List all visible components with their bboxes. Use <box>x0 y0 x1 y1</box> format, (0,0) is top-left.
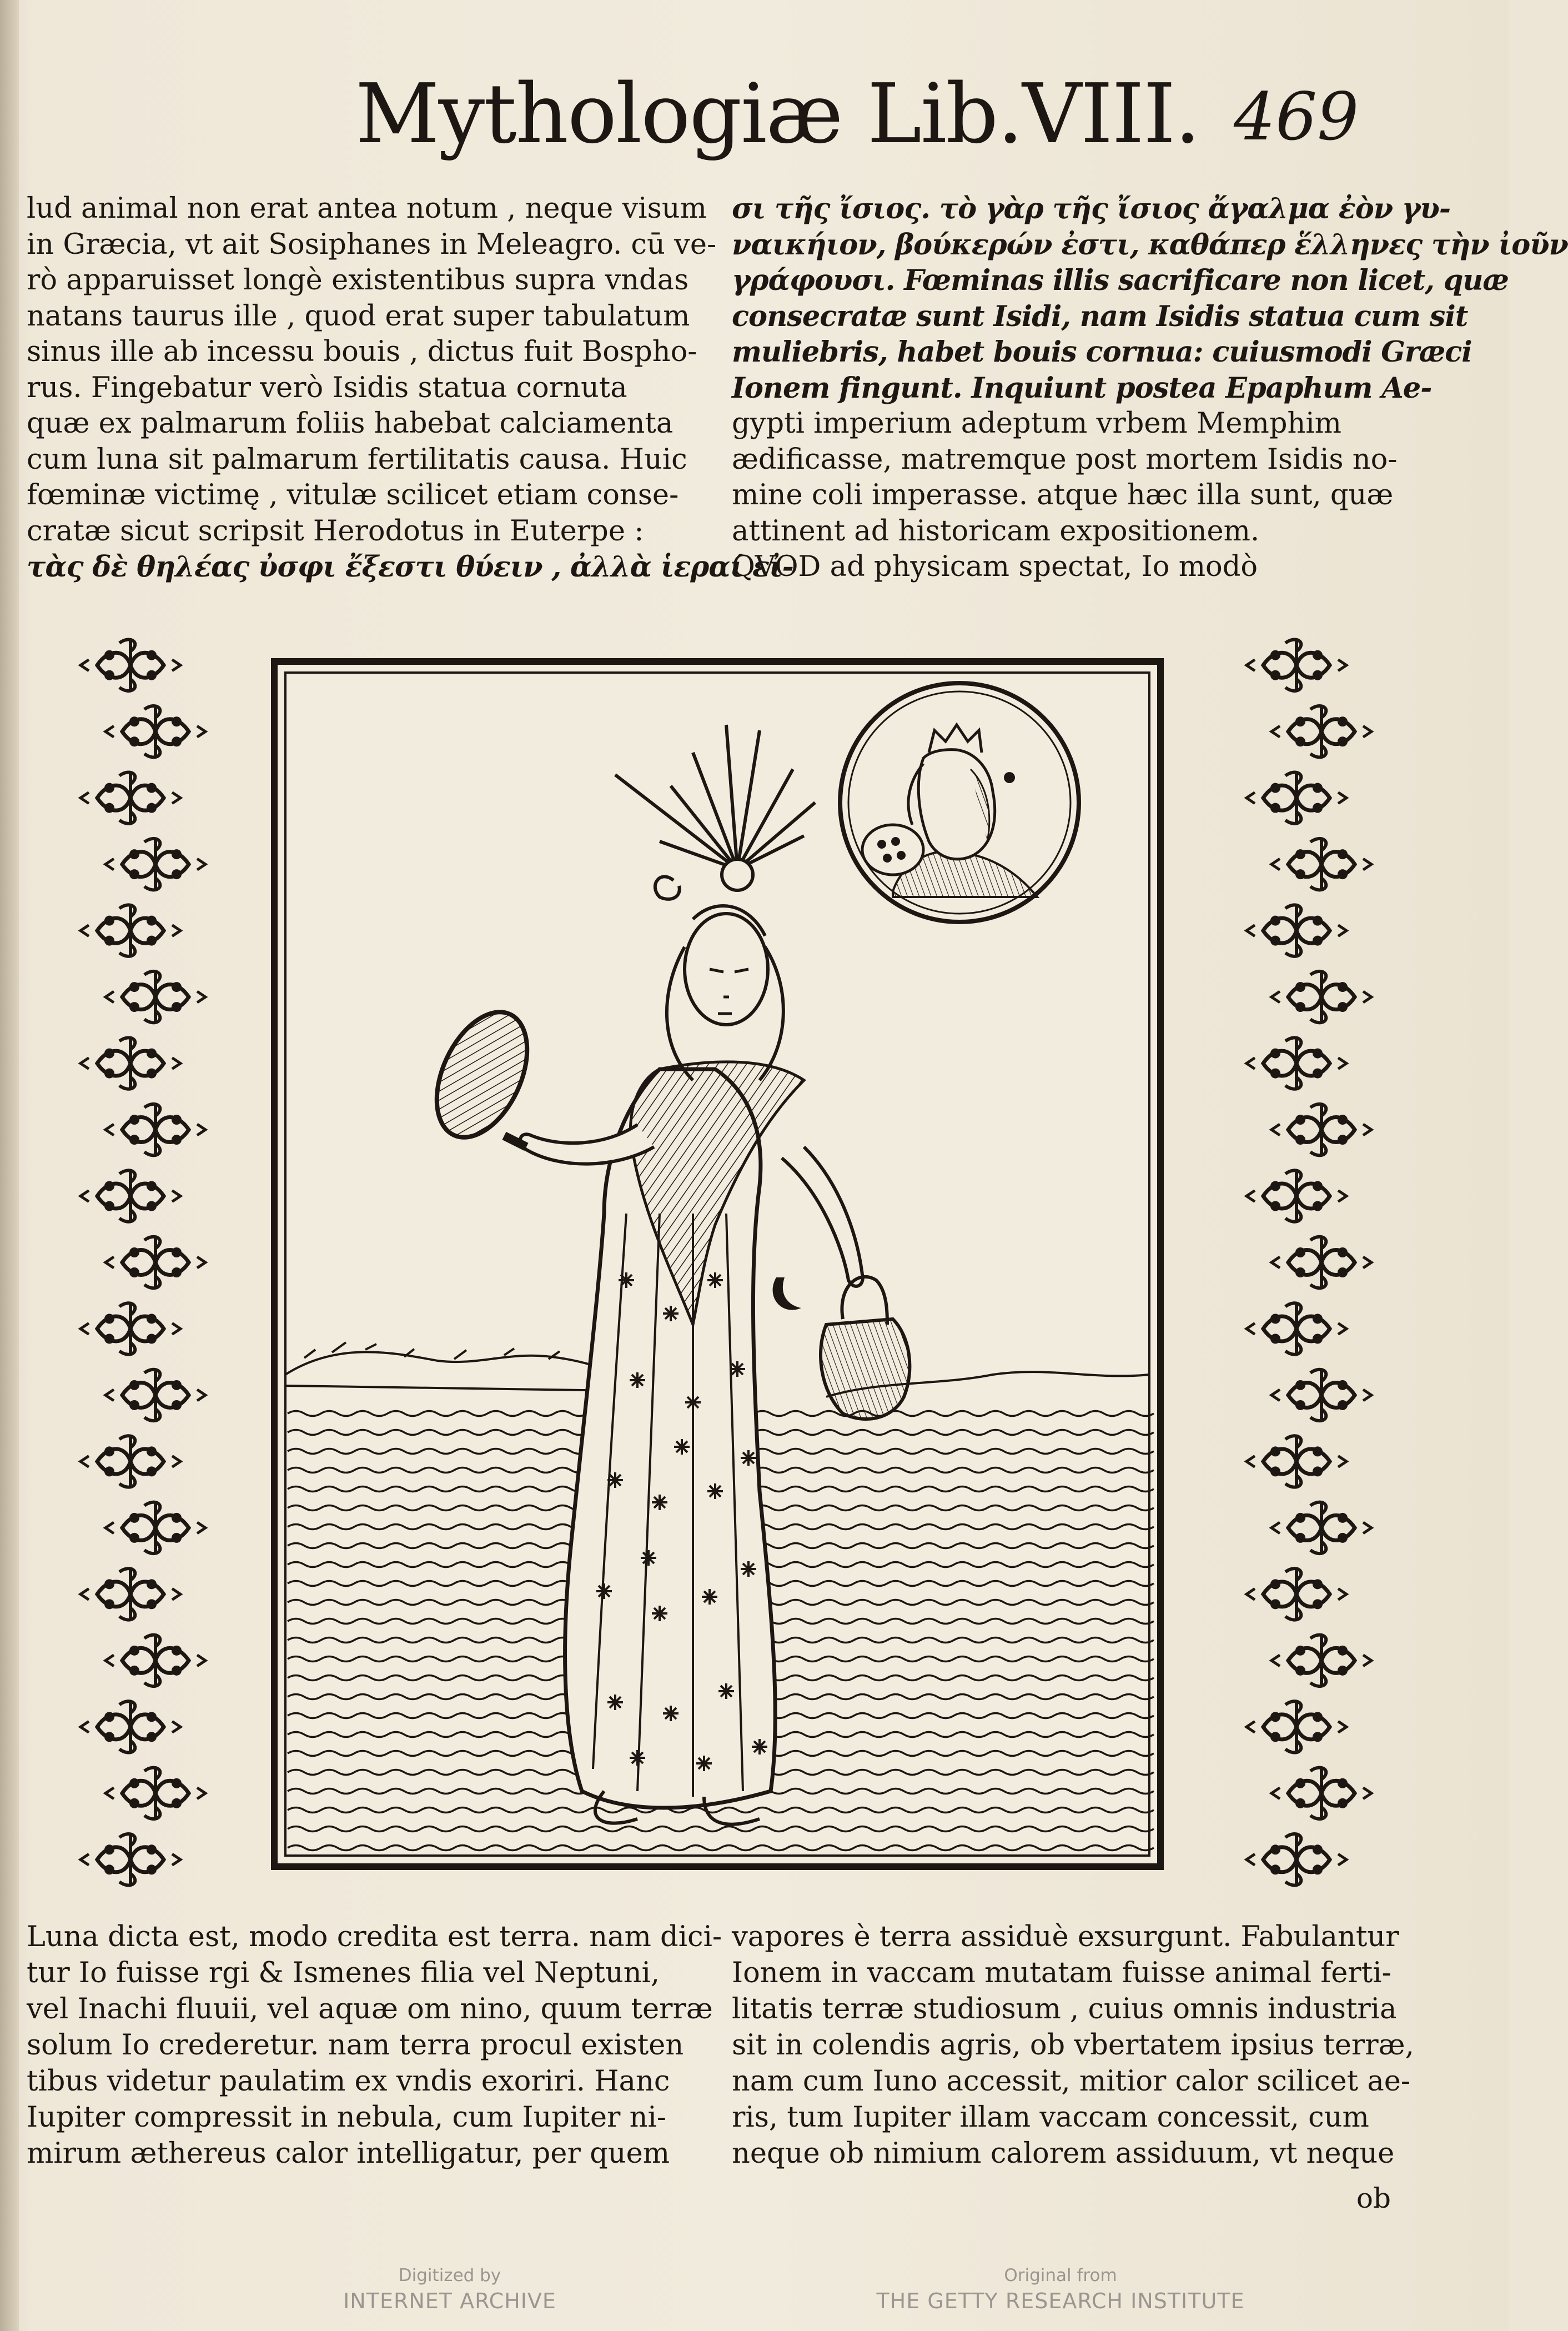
robe-star <box>641 1550 656 1566</box>
text-line: natans taurus ille , quod erat super tabulatum <box>27 299 690 333</box>
text-line: consecratæ sunt Isidi, nam Isidis statua cum sit <box>732 299 1468 333</box>
ornament-strip-left <box>78 632 205 1893</box>
fleuron-ornament <box>1272 1768 1371 1819</box>
text-line: cratæ sicut scripsit Herodotus in Euterpe : <box>27 514 644 548</box>
text-line: in Græcia, vt ait Sosiphanes in Meleagro. cū ve- <box>27 228 717 261</box>
text-column-top-right <box>732 191 1568 585</box>
ornament-strip-right <box>1244 632 1371 1893</box>
footer-right-big: THE GETTY RESEARCH INSTITUTE <box>876 2289 1245 2313</box>
fleuron-ornament <box>1272 706 1371 757</box>
robe-star <box>652 1606 667 1621</box>
text-line: vel Inachi fluuii, vel aquæ om nino, quum terræ <box>27 1993 713 2026</box>
fleuron-ornament <box>81 905 180 956</box>
catchword: ob <box>1356 2182 1391 2214</box>
fleuron-ornament <box>81 772 180 823</box>
text-line: τὰς δὲ θηλέας ὐσφι ἔξεστι θύειν , ἀλλὰ ἱεραί εἰ- <box>27 550 793 584</box>
fleuron-ornament <box>81 640 180 691</box>
footer-right-small: Original from <box>1004 2265 1117 2285</box>
text-line: sinus ille ab incessu bouis , dictus fuit Bospho- <box>27 335 697 368</box>
fleuron-ornament <box>1272 1502 1371 1553</box>
fleuron-ornament <box>105 1104 205 1155</box>
robe-star <box>619 1272 634 1288</box>
text-line: γράφουσι. Fœminas illis sacrificare non licet, quæ <box>732 264 1509 297</box>
fleuron-ornament <box>105 971 205 1022</box>
robe-star <box>702 1589 717 1605</box>
footer-original-from <box>822 2264 1299 2315</box>
running-title: Mythologiæ Lib.VIII. <box>355 66 1200 162</box>
text-line: Iupiter compressit in nebula, cum Iupiter ni- <box>27 2101 667 2134</box>
text-line: rus. Fingebatur verò Isidis statua cornuta <box>27 371 627 404</box>
page-gutter-shadow <box>0 0 19 2331</box>
robe-star <box>630 1372 645 1388</box>
fleuron-ornament <box>81 1568 180 1620</box>
robe-star <box>674 1439 690 1455</box>
text-line: mine coli imperasse. atque hæc illa sunt, quæ <box>732 479 1394 512</box>
fleuron-ornament <box>105 1370 205 1421</box>
fleuron-ornament <box>1272 1370 1371 1421</box>
fleuron-ornament <box>81 1303 180 1354</box>
text-line: ædificasse, matremque post mortem Isidis no- <box>732 443 1398 476</box>
text-line: quæ ex palmarum foliis habebat calciamenta <box>27 407 674 440</box>
text-line: vapores è terra assiduè exsurgunt. Fabulantur <box>732 1921 1399 1953</box>
fleuron-ornament <box>105 1635 205 1686</box>
text-column-top-left <box>27 191 793 585</box>
text-column-bottom-left <box>27 1919 722 2172</box>
robe-star <box>663 1706 679 1721</box>
text-line: σι τῆς ἴσιος. τὸ γὰρ τῆς ἴσιος ἄγαλμα ἐὸν γυ- <box>732 192 1451 225</box>
fleuron-ornament <box>105 706 205 757</box>
text-line: attinent ad historicam expositionem. <box>732 514 1260 548</box>
fleuron-ornament <box>1272 971 1371 1022</box>
text-line: nam cum Iuno accessit, mitior calor scilicet ae- <box>732 2065 1411 2098</box>
fleuron-ornament <box>1272 1635 1371 1686</box>
fleuron-ornament <box>1247 1303 1346 1354</box>
text-line: mirum æthereus calor intelligatur, per quem <box>27 2137 670 2170</box>
robe-star <box>607 1695 623 1710</box>
robe-star <box>741 1450 756 1466</box>
fleuron-ornament <box>1272 1237 1371 1288</box>
robe-star <box>596 1583 612 1599</box>
fleuron-ornament <box>81 1834 180 1885</box>
robe-star <box>696 1756 712 1771</box>
fleuron-ornament <box>105 1768 205 1819</box>
text-line: cum luna sit palmarum fertilitatis causa. Huic <box>27 443 687 476</box>
text-line: sit in colendis agris, ob vbertatem ipsius terræ, <box>732 2029 1414 2062</box>
fleuron-ornament <box>1247 640 1346 691</box>
text-line: rò apparuisset longè existentibus supra vndas <box>27 264 689 297</box>
fleuron-ornament <box>1272 1104 1371 1155</box>
fleuron-ornament <box>1247 1568 1346 1620</box>
text-line: Ionem fingunt. Inquiunt postea Epaphum Ae- <box>732 371 1432 405</box>
fleuron-ornament <box>81 1170 180 1221</box>
robe-star <box>663 1306 679 1321</box>
fleuron-ornament <box>1247 1037 1346 1089</box>
text-line: gypti imperium adeptum vrbem Memphim <box>732 407 1342 440</box>
robe-star <box>752 1739 767 1754</box>
fleuron-ornament <box>1247 1701 1346 1752</box>
footer-left-big: INTERNET ARCHIVE <box>343 2289 556 2313</box>
fleuron-ornament <box>1247 1436 1346 1487</box>
fleuron-ornament <box>81 1436 180 1487</box>
fleuron-ornament <box>1247 1834 1346 1885</box>
text-line: tibus videtur paulatim ex vndis exoriri. Hanc <box>27 2065 670 2098</box>
text-line: tur Io fuisse rgi & Ismenes filia vel Neptuni, <box>27 1957 660 1989</box>
robe-star <box>607 1472 623 1488</box>
roundel-double-head <box>840 683 1079 922</box>
text-line: litatis terræ studiosum , cuius omnis industria <box>732 1993 1397 2026</box>
fleuron-ornament <box>105 839 205 890</box>
footer-left-small: Digitized by <box>398 2265 501 2285</box>
text-line: neque ob nimium calorem assiduum, vt neque <box>732 2137 1395 2170</box>
fleuron-ornament <box>1247 1170 1346 1221</box>
text-line: solum Io crederetur. nam terra procul existen <box>27 2029 684 2062</box>
text-line: QVOD ad physicam spectat, Io modò <box>732 550 1258 583</box>
fleuron-ornament <box>105 1237 205 1288</box>
footer-digitized-by <box>289 2264 611 2315</box>
text-line: Ionem in vaccam mutatam fuisse animal ferti- <box>732 1957 1391 1989</box>
fleuron-ornament <box>1247 772 1346 823</box>
fleuron-ornament <box>1272 839 1371 890</box>
text-line: Luna dicta est, modo credita est terra. nam dici- <box>27 1921 722 1953</box>
fleuron-ornament <box>81 1037 180 1089</box>
robe-star <box>707 1483 723 1499</box>
fleuron-ornament <box>1247 905 1346 956</box>
text-line: ναικήιον, βούκερών ἐστι, καθάπερ ἕλληνες τὴν ἰοῦν <box>732 228 1568 262</box>
page-number: 469 <box>1234 78 1359 155</box>
robe-star <box>718 1683 734 1699</box>
robe-star <box>685 1395 701 1410</box>
text-line: ris, tum Iupiter illam vaccam concessit, cum <box>732 2101 1369 2134</box>
robe-star <box>707 1272 723 1288</box>
fleuron-ornament <box>105 1502 205 1553</box>
robe-star <box>652 1495 667 1510</box>
robe-star <box>730 1361 745 1377</box>
text-line: lud animal non erat antea notum , neque visum <box>27 192 707 225</box>
text-column-bottom-right <box>732 1919 1414 2172</box>
text-line: muliebris, habet bouis cornua: cuiusmodi Græci <box>732 335 1472 369</box>
text-line: fœminæ victimę , vitulæ scilicet etiam conse- <box>27 479 679 512</box>
robe-star <box>630 1750 645 1766</box>
fleuron-ornament <box>81 1701 180 1752</box>
robe-star <box>741 1561 756 1577</box>
isis-woodcut-illustration <box>271 658 1164 1870</box>
